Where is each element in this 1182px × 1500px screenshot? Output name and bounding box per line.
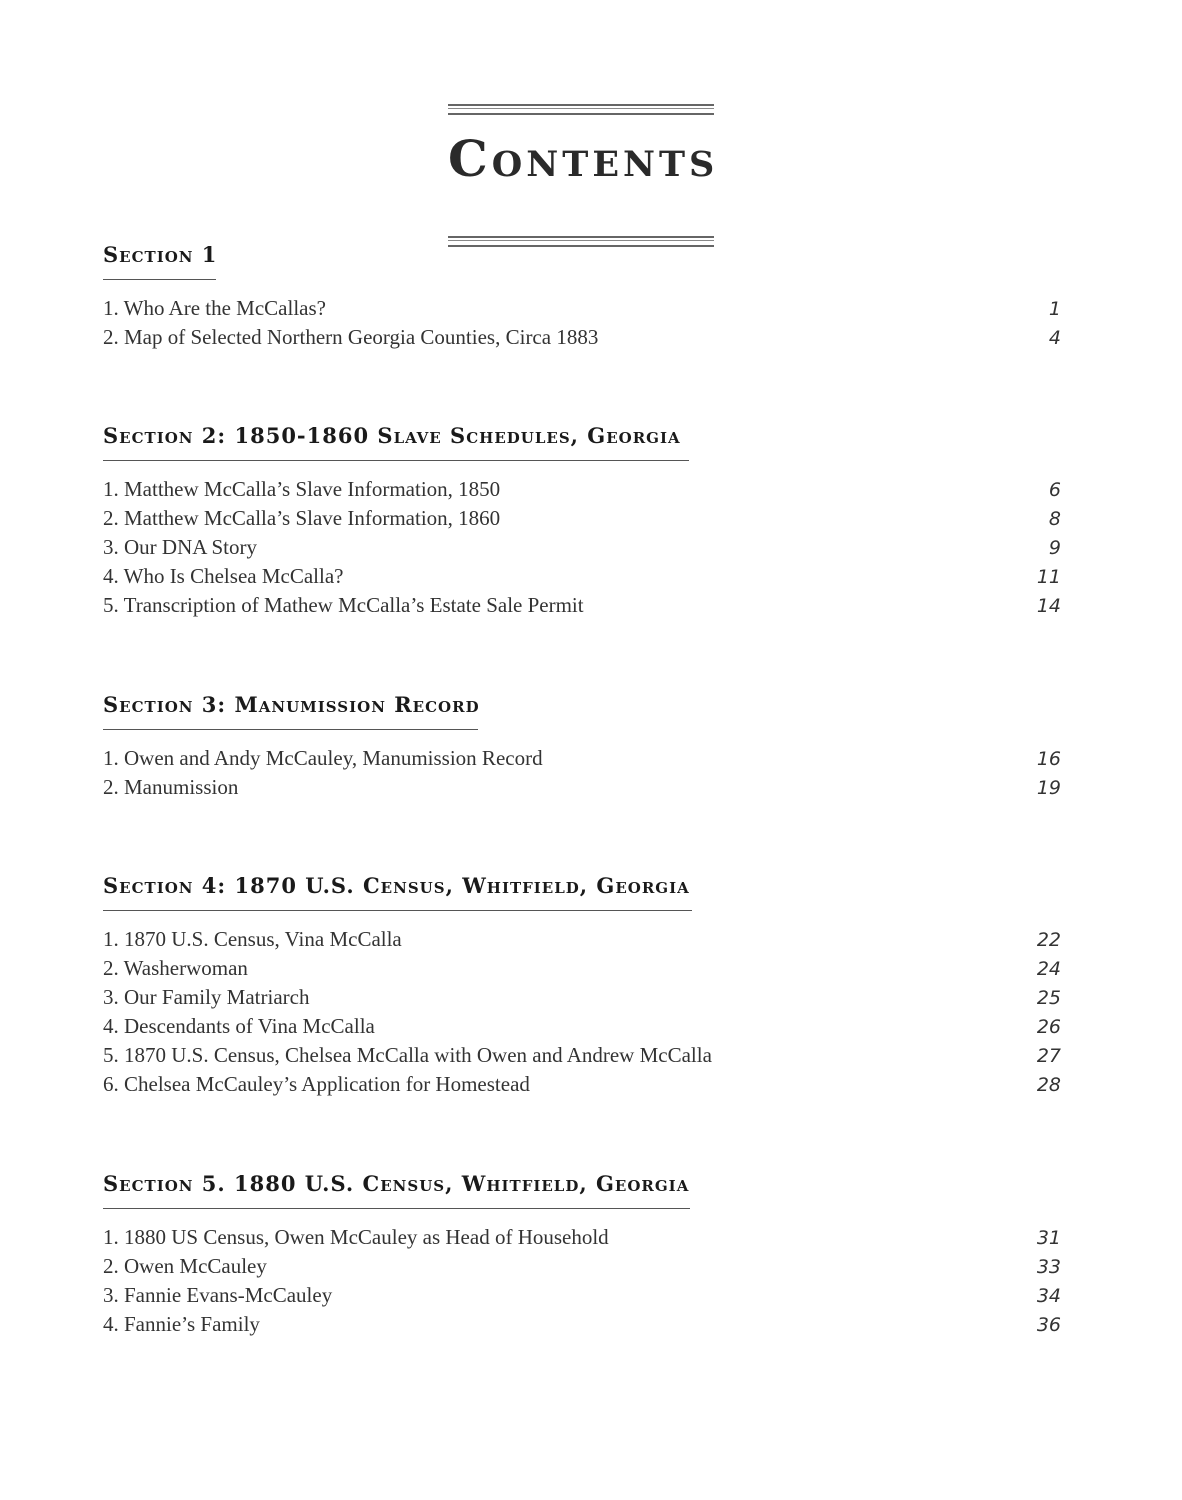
toc-entry-title: 5. 1870 U.S. Census, Chelsea McCalla with Owen and Andrew McCalla (103, 1043, 712, 1067)
toc-entry-page: 22 (1036, 929, 1061, 951)
section-heading: Section 5. 1880 U.S. Census, Whitfield, Georgia (103, 1171, 690, 1196)
toc-entry-title: 3. Our Family Matriarch (103, 985, 310, 1009)
toc-entry-title: 5. Transcription of Mathew McCalla’s Estate Sale Permit (103, 593, 584, 617)
section-5 (103, 1170, 1061, 1341)
toc-entry-title: 1. 1880 US Census, Owen McCauley as Head of Household (103, 1225, 609, 1249)
section-heading: Section 1 (103, 242, 218, 267)
toc-entry-page: 34 (1036, 1285, 1061, 1307)
toc-entry-page: 28 (1036, 1074, 1061, 1096)
toc-entry-page: 11 (1036, 566, 1061, 588)
toc-entry-title: 4. Fannie’s Family (103, 1312, 260, 1336)
toc-entry-page: 14 (1036, 595, 1061, 617)
toc-entry[interactable] (103, 1283, 1061, 1312)
contents-title-block (448, 104, 719, 247)
toc-entry-title: 3. Fannie Evans-McCauley (103, 1283, 333, 1307)
toc-entry-title: 4. Who Is Chelsea McCalla? (103, 564, 344, 588)
section-3 (103, 691, 1061, 804)
toc-entry[interactable] (103, 564, 1061, 593)
section-rule (103, 729, 478, 730)
page-title: Contents (448, 129, 719, 188)
section-heading: Section 2: 1850-1860 Slave Schedules, Georgia (103, 423, 681, 448)
toc-entry[interactable] (103, 746, 1061, 775)
toc-entry[interactable] (103, 325, 1061, 354)
toc-entry-page: 27 (1036, 1045, 1061, 1067)
section-rule (103, 1208, 690, 1209)
toc-entry[interactable] (103, 985, 1061, 1014)
toc-entry-page: 6 (1048, 479, 1061, 501)
toc-entry-title: 3. Our DNA Story (103, 535, 258, 559)
section-heading: Section 4: 1870 U.S. Census, Whitfield, Georgia (103, 873, 690, 898)
toc-entry-page: 26 (1036, 1016, 1061, 1038)
toc-entry[interactable] (103, 593, 1061, 622)
toc-entry[interactable] (103, 956, 1061, 985)
section-rule (103, 279, 216, 280)
toc-entry-title: 1. 1870 U.S. Census, Vina McCalla (103, 927, 402, 951)
toc-entry-title: 1. Matthew McCalla’s Slave Information, 1850 (103, 477, 501, 501)
toc-entry[interactable] (103, 1043, 1061, 1072)
toc-entry-title: 2. Manumission (103, 775, 239, 799)
toc-entry-page: 4 (1048, 327, 1061, 349)
toc-entry-page: 31 (1036, 1227, 1061, 1249)
toc-entry-page: 16 (1036, 748, 1061, 770)
section-heading: Section 3: Manumission Record (103, 692, 480, 717)
toc-entry-title: 1. Owen and Andy McCauley, Manumission Record (103, 746, 543, 770)
toc-entry-title: 2. Map of Selected Northern Georgia Counties, Circa 1883 (103, 325, 599, 349)
toc-entry-page: 9 (1048, 537, 1061, 559)
toc-entry-title: 6. Chelsea McCauley’s Application for Homestead (103, 1072, 530, 1096)
toc-entry-page: 24 (1036, 958, 1061, 980)
toc-entry-title: 4. Descendants of Vina McCalla (103, 1014, 375, 1038)
toc-entry[interactable] (103, 1254, 1061, 1283)
toc-entry-title: 2. Washerwoman (103, 956, 248, 980)
section-2 (103, 422, 1061, 622)
toc-entry[interactable] (103, 1312, 1061, 1341)
toc-entry[interactable] (103, 535, 1061, 564)
section-4 (103, 872, 1061, 1101)
section-rule (103, 910, 692, 911)
toc-entry[interactable] (103, 1014, 1061, 1043)
toc-entry[interactable] (103, 775, 1061, 804)
toc-entry-page: 33 (1036, 1256, 1061, 1278)
toc-entry[interactable] (103, 927, 1061, 956)
toc-entry[interactable] (103, 1072, 1061, 1101)
toc-entry-page: 19 (1036, 777, 1061, 799)
toc-entry-title: 2. Matthew McCalla’s Slave Information, 1860 (103, 506, 501, 530)
title-top-rule (448, 104, 714, 115)
toc-entry-page: 36 (1036, 1314, 1061, 1336)
toc-entry-title: 2. Owen McCauley (103, 1254, 267, 1278)
toc-entry[interactable] (103, 296, 1061, 325)
toc-entry-page: 1 (1048, 298, 1061, 320)
section-rule (103, 460, 689, 461)
section-1 (103, 241, 1061, 354)
toc-entry[interactable] (103, 1225, 1061, 1254)
toc-entry[interactable] (103, 477, 1061, 506)
toc-entry-page: 8 (1048, 508, 1061, 530)
toc-entry-title: 1. Who Are the McCallas? (103, 296, 326, 320)
toc-entry-page: 25 (1036, 987, 1061, 1009)
toc-entry[interactable] (103, 506, 1061, 535)
